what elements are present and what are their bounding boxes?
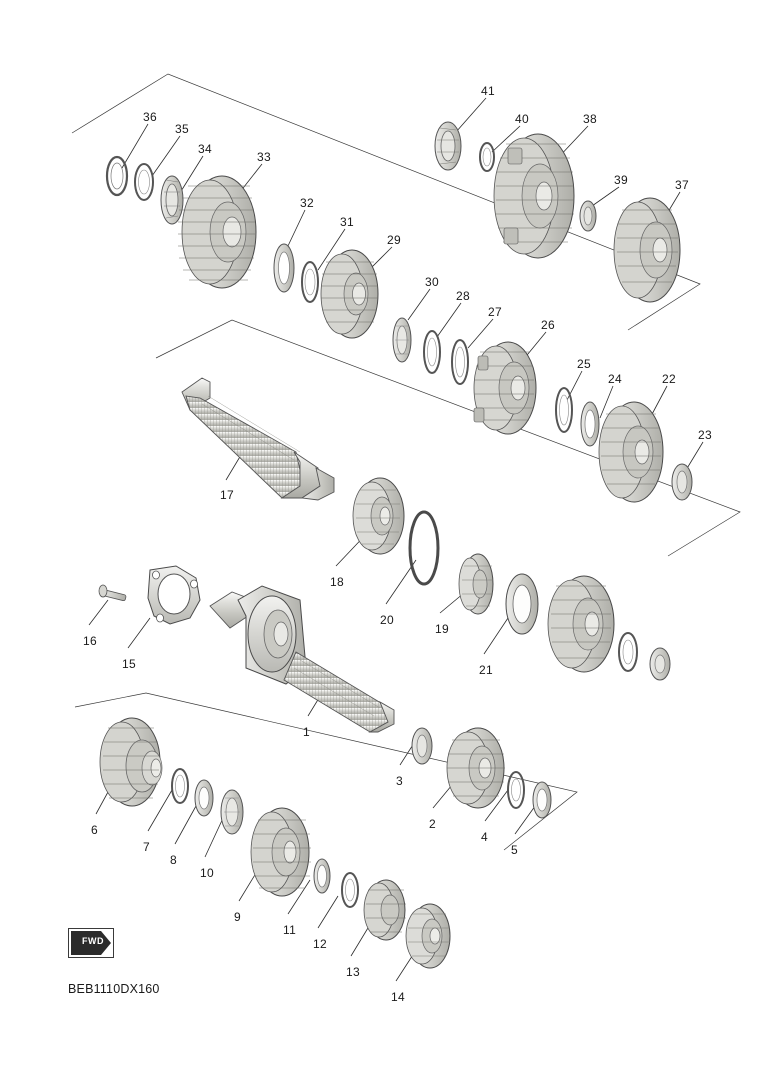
part-39: [580, 201, 596, 231]
callout-40: 40: [515, 112, 529, 126]
fwd-label: FWD: [82, 936, 104, 946]
callout-24: 24: [608, 372, 622, 386]
callout-19: 19: [435, 622, 449, 636]
callout-31: 31: [340, 215, 354, 229]
part-41: [435, 122, 461, 170]
part-33: [178, 176, 256, 288]
callout-38: 38: [583, 112, 597, 126]
part-31: [302, 262, 318, 302]
part-34: [161, 176, 183, 224]
callout-26: 26: [541, 318, 555, 332]
part-27: [452, 340, 468, 384]
part-13: [364, 880, 406, 940]
callout-41: 41: [481, 84, 495, 98]
callout-6: 6: [91, 823, 98, 837]
callout-23: 23: [698, 428, 712, 442]
part-26: [474, 342, 536, 434]
callout-18: 18: [330, 575, 344, 589]
part-8: [195, 780, 213, 816]
part-19: [459, 554, 493, 614]
part-24: [581, 402, 599, 446]
part-7: [172, 769, 188, 803]
callout-25: 25: [577, 357, 591, 371]
callout-7: 7: [143, 840, 150, 854]
callout-28: 28: [456, 289, 470, 303]
part-17: [182, 378, 336, 500]
part-15: [148, 566, 200, 624]
part-9: [251, 808, 311, 896]
callout-33: 33: [257, 150, 271, 164]
callout-34: 34: [198, 142, 212, 156]
part-12: [342, 873, 358, 907]
callout-15: 15: [122, 657, 136, 671]
part-38: [494, 134, 574, 258]
callout-27: 27: [488, 305, 502, 319]
callout-37: 37: [675, 178, 689, 192]
part-30: [393, 318, 411, 362]
part-25: [556, 388, 572, 432]
callout-16: 16: [83, 634, 97, 648]
callout-14: 14: [391, 990, 405, 1004]
part-14: [406, 904, 450, 968]
part-16: [99, 585, 126, 601]
callout-35: 35: [175, 122, 189, 136]
part-20: [410, 512, 438, 584]
part-35: [135, 164, 153, 200]
callout-30: 30: [425, 275, 439, 289]
callout-5: 5: [511, 843, 518, 857]
callout-21: 21: [479, 663, 493, 677]
part-3: [412, 728, 432, 764]
part-37: [614, 198, 680, 302]
fwd-direction-marker: [68, 928, 114, 958]
callout-12: 12: [313, 937, 327, 951]
part-2: [447, 728, 505, 808]
part-18: [353, 478, 404, 554]
part-23: [672, 464, 692, 500]
part-29: [321, 250, 378, 338]
callout-4: 4: [481, 830, 488, 844]
callout-1: 1: [303, 725, 310, 739]
callout-10: 10: [200, 866, 214, 880]
part-21: [506, 574, 538, 634]
callout-13: 13: [346, 965, 360, 979]
callout-20: 20: [380, 613, 394, 627]
part-4: [508, 772, 524, 808]
part-1: [210, 586, 394, 732]
callout-32: 32: [300, 196, 314, 210]
callout-11: 11: [283, 923, 297, 937]
callout-36: 36: [143, 110, 157, 124]
callout-8: 8: [170, 853, 177, 867]
callout-3: 3: [396, 774, 403, 788]
callout-2: 2: [429, 817, 436, 831]
part-40: [480, 143, 494, 171]
part-36: [107, 157, 127, 195]
part-22: [599, 402, 663, 502]
gear-cluster-right: [548, 576, 670, 680]
part-11: [314, 859, 330, 893]
callout-29: 29: [387, 233, 401, 247]
callout-22: 22: [662, 372, 676, 386]
part-10: [221, 790, 243, 834]
callout-9: 9: [234, 910, 241, 924]
part-28: [424, 331, 440, 373]
callout-17: 17: [220, 488, 234, 502]
part-5: [533, 782, 551, 818]
callout-39: 39: [614, 173, 628, 187]
part-code-label: BEB1110DX160: [68, 982, 160, 996]
part-6: [100, 718, 162, 806]
part-32: [274, 244, 294, 292]
